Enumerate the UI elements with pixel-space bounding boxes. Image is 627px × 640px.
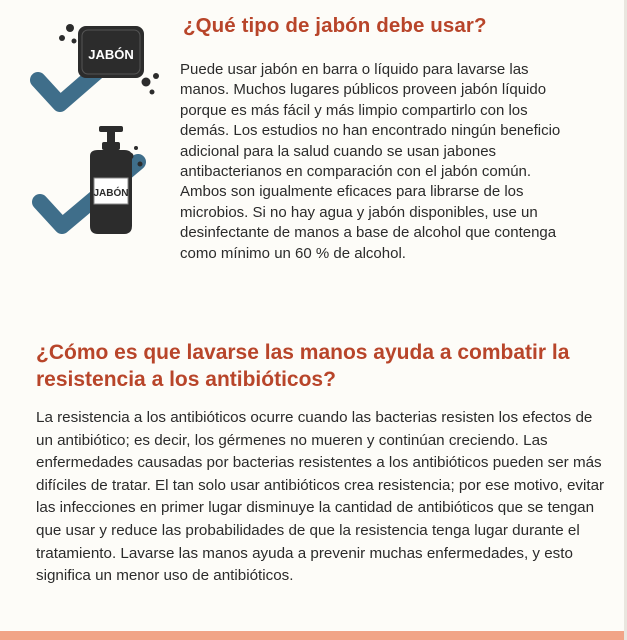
section-body-antibiotic-resistance: La resistencia a los antibióticos ocurre cuando las bacterias resisten los efectos de un antibiótico; es decir, los gérmenes no mueren y continúan creciendo. Las enfermedades causadas por bacterias resistentes a los antibióticos pueden ser más difíciles de tratar. El tan solo usar antibióticos crea resistencia; por ese motivo, evitar las infecciones en primer lugar disminuye la cantidad de antibióticos que se tengan que usar y reduce las probabilidades de que la resistencia tenga lugar durante el tratamiento. Lavarse las manos ayuda a prevenir muchas enfermedades, y esto significa un menor uso de antibióticos. [36, 409, 605, 585]
section-body-soap-type: Puede usar jabón en barra o líquido para lavarse las manos. Muchos lugares públicos proveen jabón líquido porque es más fácil y más limpio compartirlo con los demás. Los estudios no han encontrado ningún beneficio adicional para la salud cuando se usan jabones antibacterianos en comparación con el jabón común. Ambos son igualmente eficaces para librarse de los microbios. Si no hay agua y jabón disponibles, use un desinfectante de manos a base de alcohol que contenga como mínimo un 60 % de alcohol. [180, 61, 561, 262]
section-heading-soap-type: ¿Qué tipo de jabón debe usar? [183, 14, 487, 37]
bar-soap-label: JABÓN [88, 47, 134, 62]
icon-column [18, 8, 168, 248]
liquid-soap-check-icon [18, 126, 168, 246]
liquid-soap-label: JABÓN [93, 188, 129, 199]
section-heading-antibiotic-resistance: ¿Cómo es que lavarse las manos ayuda a combatir la resistencia a los antibióticos? [36, 341, 570, 391]
bottom-accent-bar [0, 631, 627, 640]
bar-soap-check-icon [18, 8, 168, 128]
